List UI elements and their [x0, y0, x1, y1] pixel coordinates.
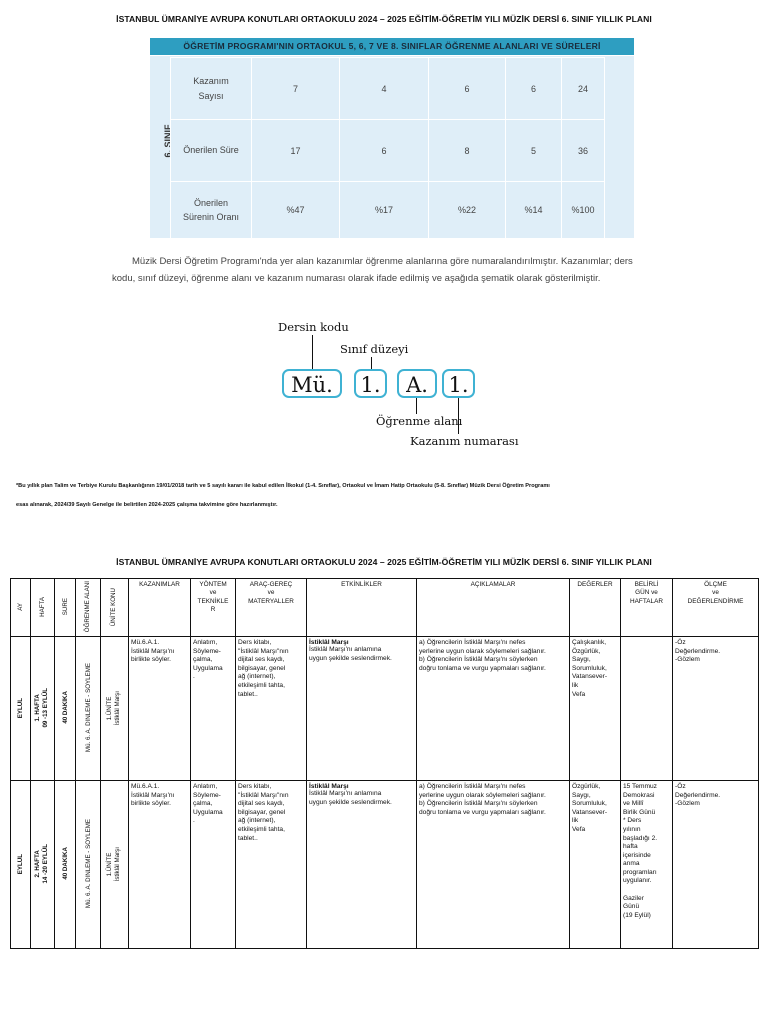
cell-aciklama: a) Öğrencilerin İstiklâl Marşı'nı nefes yerlerine uygun olarak söylemeleri sağlanır. b) Öğrencilerin İstiklâl Marşı'nı söylerken doğru tonlama ve vurgu yapmaları sağlanır.: [417, 781, 570, 949]
label-course-code: Dersin kodu: [278, 320, 349, 334]
cell: 24: [562, 58, 605, 120]
row-label-kazanim: Kazanım Sayısı: [171, 58, 252, 120]
curriculum-figure: [148, 38, 634, 238]
col-header-sure: SÜRE: [55, 579, 76, 637]
intro-paragraph: Müzik Dersi Öğretim Programı'nda yer alan kazanımlar öğrenme alanlarına göre numaralandırılmıştır. Kazanımlar; ders kodu, sınıf düzeyi, öğrenme alanı ve kazanım numarası olarak ifade edilmiş ve aşağıda şematik olarak gösterilmiştir.: [112, 256, 633, 284]
cell-belirli: [621, 637, 673, 781]
cell: %14: [506, 182, 562, 239]
cell-hafta: 2. HAFTA 14 -20 EYLÜL: [31, 781, 55, 949]
etkinlik-text: İstiklâl Marşı'nı anlamına uygun şekilde seslendirmek.: [309, 790, 392, 806]
row-label-sure: Önerilen Süre: [171, 120, 252, 182]
table-row: [11, 637, 759, 781]
cell-hafta: 1. HAFTA 09 -13 EYLÜL: [31, 637, 55, 781]
col-header-unite: ÜNİTE KONU: [101, 579, 129, 637]
connector-line: [312, 335, 313, 369]
col-header-kazanimlar: KAZANIMLAR: [129, 579, 191, 637]
cell: %22: [429, 182, 506, 239]
col-header-arac: ARAÇ-GEREÇ ve MATERYALLER: [236, 579, 307, 637]
col-header-belirli: BELİRLİ GÜN ve HAFTALAR: [621, 579, 673, 637]
cell: 4: [340, 58, 429, 120]
code-box-course: Mü.: [282, 369, 342, 398]
cell: 6: [429, 58, 506, 120]
col-header-olcme: ÖLÇME ve DEĞERLENDİRME: [673, 579, 759, 637]
code-box-number: 1.: [442, 369, 475, 398]
cell-alan: Mü. 6. A. DİNLEME - SÖYLEME: [76, 781, 101, 949]
cell: %17: [340, 182, 429, 239]
cell-arac: Ders kitabı, "İstiklâl Marşı"nın dijital ses kaydı, bilgisayar, genel ağ (internet), etkileşimli tahta, tablet..: [236, 781, 307, 949]
col-header-degerler: DEĞERLER: [570, 579, 621, 637]
cell-arac: Ders kitabı, "İstiklâl Marşı"nın dijital ses kaydı, bilgisayar, genel ağ (internet), etkileşimli tahta, tablet..: [236, 637, 307, 781]
code-box-area: A.: [397, 369, 437, 398]
cell: 5: [506, 120, 562, 182]
footnote-line-1: *Bu yıllık plan Talim ve Terbiye Kurulu Başkanlığının 19/01/2018 tarih ve 5 sayılı kararı ile kabul edilen İlkokul (1-4. Sınıflar), Ortaokul ve İmam Hatip Ortaokulu (5-8. Sınıflar) Müzik Dersi Öğretim Programı: [16, 483, 550, 489]
cell-belirli: 15 Temmuz Demokrasi ve Millî Birlik Günü * Ders yılının başladığı 2. hafta içerisinde anma programları uygulanır. Gaziler Günü (19 Eylül): [621, 781, 673, 949]
table-row: [11, 781, 759, 949]
col-header-etkinlikler: ETKİNLİKLER: [307, 579, 417, 637]
cell: 8: [429, 120, 506, 182]
cell-degerler: Özgürlük, Saygı, Sorumluluk, Vatansever- lik Vefa: [570, 781, 621, 949]
label-number: Kazanım numarası: [410, 434, 519, 448]
cell-kazanim: Mü.6.A.1. İstiklâl Marşı'nı birlikte söyler.: [129, 637, 191, 781]
page-title: İSTANBUL ÜMRANİYE AVRUPA KONUTLARI ORTAOKULU 2024 – 2025 EĞİTİM-ÖĞRETİM YILI MÜZİK DERSİ 6. SINIF YILLIK PLANI: [116, 14, 652, 24]
cell-sure: 40 DAKİKA: [55, 781, 76, 949]
cell-kazanim: Mü.6.A.1. İstiklâl Marşı'nı birlikte söyler.: [129, 781, 191, 949]
cell: %100: [562, 182, 605, 239]
cell: 36: [562, 120, 605, 182]
col-header-aciklamalar: AÇIKLAMALAR: [417, 579, 570, 637]
cell: 6: [506, 58, 562, 120]
cell-aciklama: a) Öğrencilerin İstiklâl Marşı'nı nefes yerlerine uygun olarak söylemeleri sağlanır. b) Öğrencilerin İstiklâl Marşı'nı söylerken doğru tonlama ve vurgu yapmaları sağlanır.: [417, 637, 570, 781]
cell-yontem: Anlatım, Söyleme- çalma, Uygulama .: [191, 781, 236, 949]
cell-unite: 1.ÜNİTE İstiklâl Marşı: [101, 637, 129, 781]
figure-header: ÖĞRETİM PROGRAMI'NIN ORTAOKUL 5, 6, 7 VE 8. SINIFLAR ÖĞRENME ALANLARI VE SÜRELERİ: [150, 38, 634, 55]
cell-ay: EYLÜL: [11, 781, 31, 949]
etkinlik-text: İstiklâl Marşı'nı anlamına uygun şekilde seslendirmek.: [309, 646, 392, 662]
cell-yontem: Anlatım, Söyleme- çalma, Uygulama .: [191, 637, 236, 781]
col-header-ay: AY: [11, 579, 31, 637]
cell-alan: Mü. 6. A. DİNLEME - SÖYLEME: [76, 637, 101, 781]
cell: %47: [252, 182, 340, 239]
cell: 6: [340, 120, 429, 182]
code-box-grade: 1.: [354, 369, 387, 398]
connector-line: [416, 398, 417, 414]
code-diagram: [270, 316, 519, 456]
col-header-yontem: YÖNTEM ve TEKNİKLE R: [191, 579, 236, 637]
cell-sure: 40 DAKİKA: [55, 637, 76, 781]
label-area: Öğrenme alanı: [376, 414, 463, 428]
learning-areas-table: [170, 57, 605, 239]
footnote-line-2: esas alınarak, 2024/39 Sayılı Genelge ile belirtilen 2024-2025 çalışma takvimine göre hazırlanmıştır.: [16, 502, 278, 508]
cell-olcme: -Öz Değerlendirme. -Gözlem: [673, 781, 759, 949]
yearly-plan-table: [10, 578, 759, 949]
connector-line: [371, 357, 372, 369]
cell-etkinlik: [307, 637, 417, 781]
table-header-row: [11, 579, 759, 637]
col-header-alan: ÖĞRENME ALANI: [76, 579, 101, 637]
etkinlik-title: İstiklâl Marşı: [309, 639, 349, 647]
grade-side-label: 6. SINIF: [163, 124, 173, 158]
etkinlik-title: İstiklâl Marşı: [309, 783, 349, 791]
col-header-hafta: HAFTA: [31, 579, 55, 637]
cell-ay: EYLÜL: [11, 637, 31, 781]
cell-unite: 1.ÜNİTE İstiklâl Marşı: [101, 781, 129, 949]
plan-title: İSTANBUL ÜMRANİYE AVRUPA KONUTLARI ORTAOKULU 2024 – 2025 EĞİTİM-ÖĞRETİM YILI MÜZİK DERSİ 6. SINIF YILLIK PLANI: [116, 557, 652, 567]
cell-etkinlik: [307, 781, 417, 949]
cell-olcme: -Öz Değerlendirme. -Gözlem: [673, 637, 759, 781]
row-label-oran: Önerilen Sürenin Oranı: [171, 182, 252, 239]
cell: 17: [252, 120, 340, 182]
label-grade: Sınıf düzeyi: [340, 342, 409, 356]
figure-body: [150, 56, 634, 238]
cell-degerler: Çalışkanlık, Özgürlük, Saygı, Sorumluluk, Vatansever- lik Vefa: [570, 637, 621, 781]
cell: 7: [252, 58, 340, 120]
